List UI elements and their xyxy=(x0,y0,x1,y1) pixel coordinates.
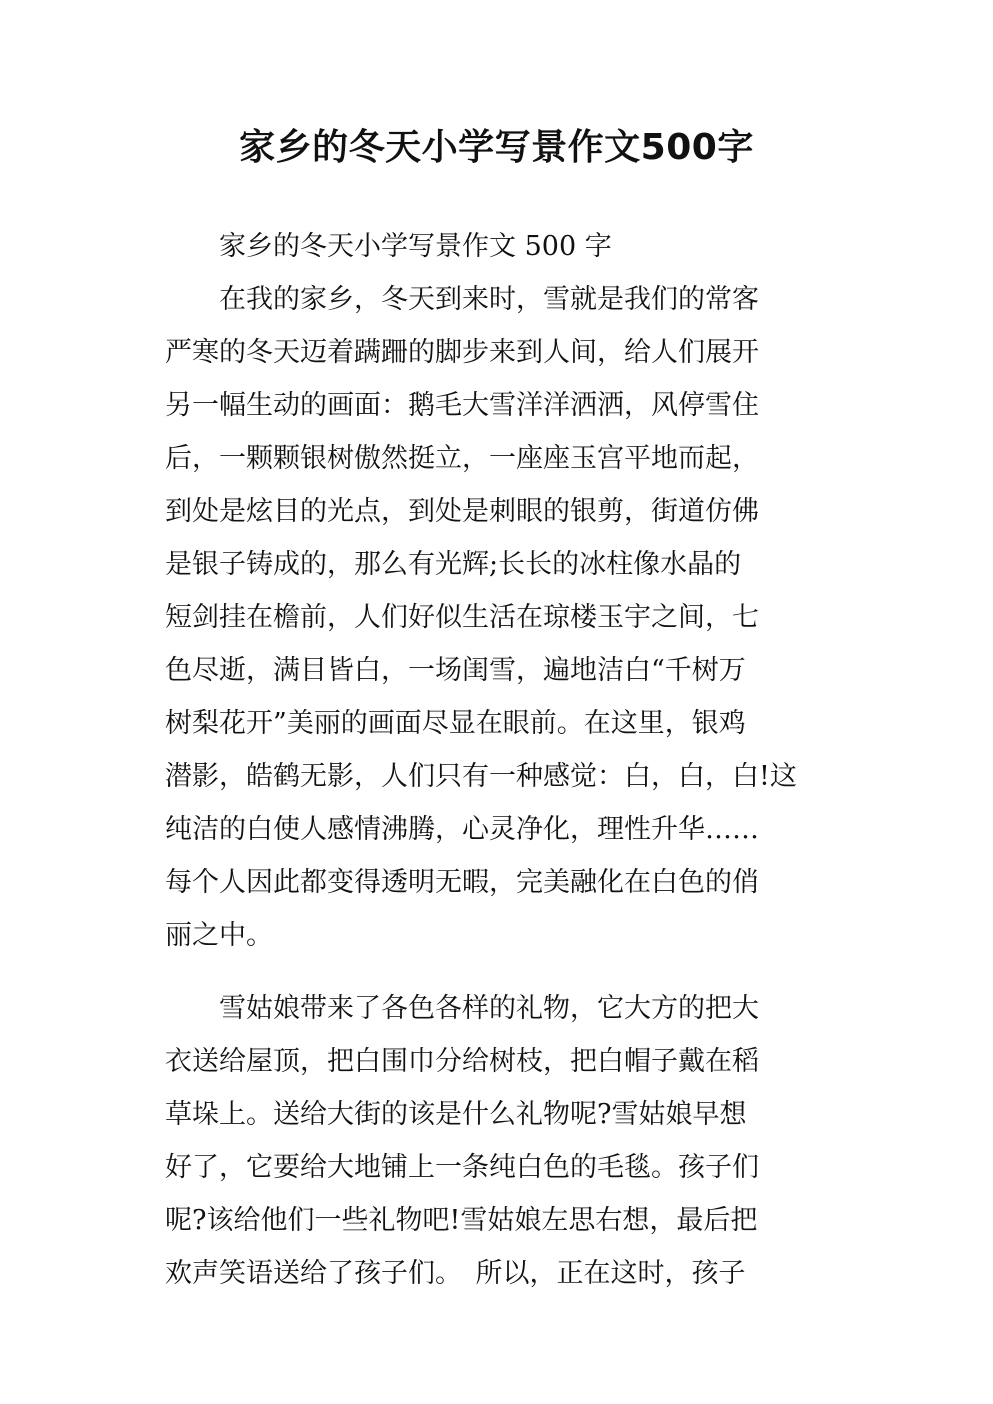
text-line: 欢声笑语送给了孩子们。 所以，正在这时，孩子 xyxy=(165,1258,746,1289)
text-line: 色尽逝，满目皆白，一场闺雪，遍地洁白“千树万 xyxy=(165,655,746,686)
text-line: 在我的家乡，冬天到来时，雪就是我们的常客 xyxy=(165,284,759,315)
text-line: 严寒的冬天迈着蹒跚的脚步来到人间，给人们展开 xyxy=(165,337,759,368)
text-line: 好了，它要给大地铺上一条纯白色的毛毯。孩子们 xyxy=(165,1152,759,1183)
text-line: 后，一颗颗银树傲然挺立，一座座玉宫平地而起， xyxy=(165,443,759,474)
text-line: 纯洁的白使人感情沸腾，心灵净化，理性升华…… xyxy=(165,814,759,845)
text-line: 呢?该给他们一些礼物吧!雪姑娘左思右想，最后把 xyxy=(165,1205,758,1236)
text-line: 每个人因此都变得透明无暇，完美融化在白色的俏 xyxy=(165,867,759,898)
text-line: 是银子铸成的，那么有光辉;长长的冰柱像水晶的 xyxy=(165,549,742,580)
text-line: 雪姑娘带来了各色各样的礼物，它大方的把大 xyxy=(165,993,759,1024)
paragraph-gap xyxy=(165,962,885,982)
text-line: 衣送给屋顶，把白围巾分给树枝，把白帽子戴在稻 xyxy=(165,1046,759,1077)
text-line: 家乡的冬天小学写景作文 500 字 xyxy=(165,231,612,262)
text-line: 到处是炫目的光点，到处是刺眼的银剪，街道仿佛 xyxy=(165,496,759,527)
document-title: 家乡的冬天小学写景作文500字 xyxy=(239,127,754,168)
text-line: 草垛上。送给大街的该是什么礼物呢?雪姑娘早想 xyxy=(165,1099,747,1130)
text-line: 潜影，皓鹤无影，人们只有一种感觉：白，白，白!这 xyxy=(165,761,797,792)
document-body xyxy=(165,220,885,1300)
text-line: 短剑挂在檐前，人们好似生活在琼楼玉宇之间，七 xyxy=(165,602,759,633)
text-line: 树梨花开”美丽的画面尽显在眼前。在这里，银鸡 xyxy=(165,708,746,739)
text-line: 另一幅生动的画面：鹅毛大雪洋洋洒洒，风停雪住 xyxy=(165,390,759,421)
text-line: 丽之中。 xyxy=(165,920,273,951)
